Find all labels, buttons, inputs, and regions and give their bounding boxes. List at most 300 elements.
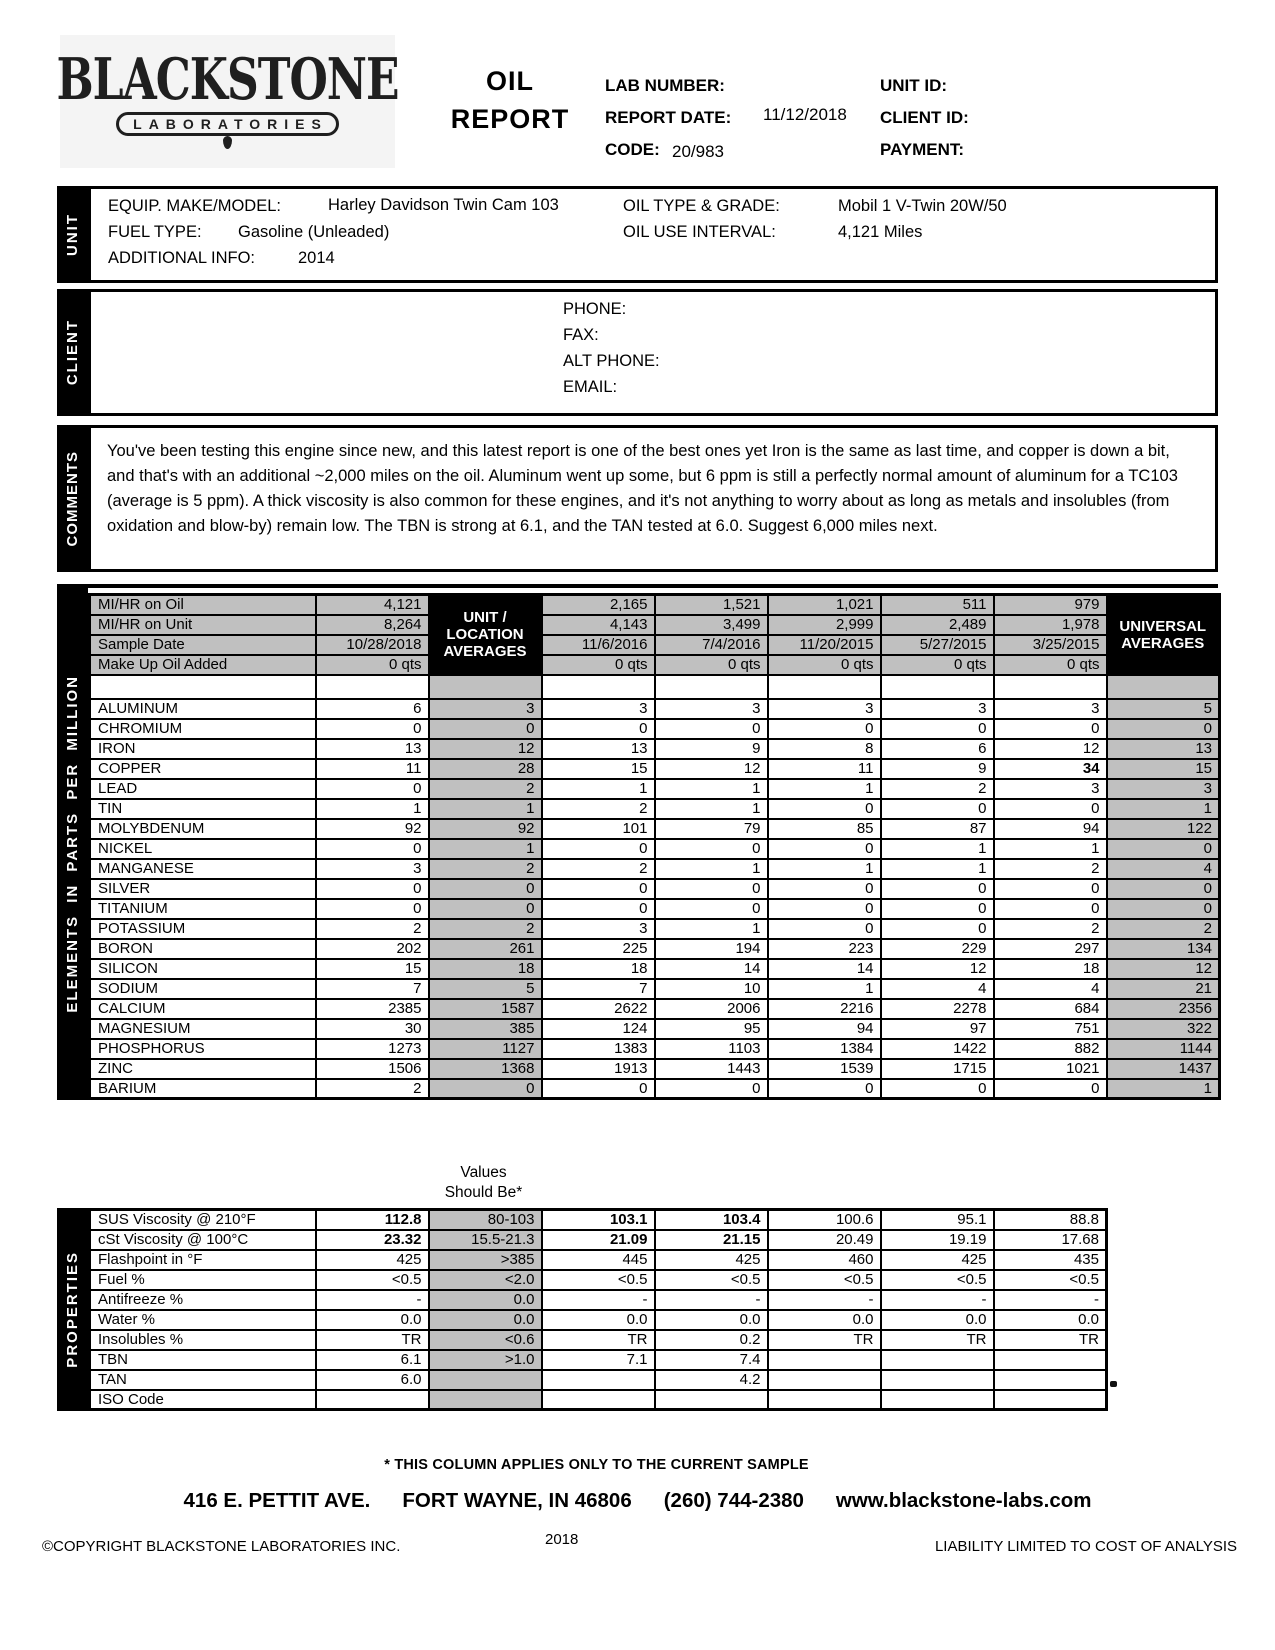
- current-sample-value: 0: [316, 779, 429, 799]
- history-value: TR: [881, 1330, 994, 1350]
- universal-average-value: 3: [1107, 779, 1220, 799]
- current-sample-cell: 0 qts: [316, 655, 429, 675]
- history-value: 9: [655, 739, 768, 759]
- history-value: 0: [994, 899, 1107, 919]
- element-row: [90, 1059, 1220, 1079]
- property-name: SUS Viscosity @ 210°F: [90, 1210, 316, 1230]
- property-name: TAN: [90, 1370, 316, 1390]
- current-sample-value: 2: [316, 919, 429, 939]
- history-value: <0.5: [768, 1270, 881, 1290]
- history-value: 11: [768, 759, 881, 779]
- history-value: [994, 1390, 1107, 1410]
- elements-header-row: [90, 615, 1220, 635]
- additional-info-label: ADDITIONAL INFO:: [108, 249, 255, 267]
- history-value: 7.4: [655, 1350, 768, 1370]
- property-row: [90, 1330, 1107, 1350]
- comments-section-box: [88, 425, 1218, 572]
- history-value: 0: [994, 719, 1107, 739]
- history-cell: 5/27/2015: [881, 635, 994, 655]
- history-value: 4: [994, 979, 1107, 999]
- blackstone-logo: [56, 35, 399, 168]
- current-sample-value: 30: [316, 1019, 429, 1039]
- history-value: 0: [994, 1079, 1107, 1099]
- header-row-label: MI/HR on Unit: [90, 615, 316, 635]
- history-value: 3: [994, 779, 1107, 799]
- equip-make-model-value: Harley Davidson Twin Cam 103: [328, 196, 559, 214]
- payment-label: PAYMENT:: [880, 140, 965, 159]
- unit-id-label: UNIT ID:: [880, 76, 948, 95]
- history-value: 95: [655, 1019, 768, 1039]
- universal-average-value: 13: [1107, 739, 1220, 759]
- history-cell: 0 qts: [881, 655, 994, 675]
- elements-header-row: [90, 635, 1220, 655]
- additional-info-value: 2014: [298, 249, 335, 267]
- history-value: 2278: [881, 999, 994, 1019]
- history-value: 2216: [768, 999, 881, 1019]
- values-should-be-value: <0.6: [429, 1330, 542, 1350]
- history-value: 1: [881, 839, 994, 859]
- history-value: 751: [994, 1019, 1107, 1039]
- unit-location-average-value: 0: [429, 1079, 542, 1099]
- unit-location-average-value: 18: [429, 959, 542, 979]
- history-value: 101: [542, 819, 655, 839]
- history-value: 15: [542, 759, 655, 779]
- history-value: 103.4: [655, 1210, 768, 1230]
- unit-location-average-value: 1: [429, 839, 542, 859]
- history-value: 1103: [655, 1039, 768, 1059]
- history-value: 0: [881, 1079, 994, 1099]
- history-value: 1: [655, 859, 768, 879]
- element-name: ZINC: [90, 1059, 316, 1079]
- history-value: 3: [542, 919, 655, 939]
- oil-type-grade-value: Mobil 1 V-Twin 20W/50: [838, 197, 1007, 215]
- lab-street: 416 E. PETTIT AVE.: [183, 1489, 371, 1512]
- logo-wordmark: BLACKSTONE: [56, 46, 399, 114]
- unit-location-average-value: 3: [429, 699, 542, 719]
- elements-header-row: [90, 655, 1220, 675]
- history-value: 0.0: [655, 1310, 768, 1330]
- element-name: PHOSPHORUS: [90, 1039, 316, 1059]
- current-sample-value: 2: [316, 1079, 429, 1099]
- history-cell: 0 qts: [994, 655, 1107, 675]
- history-cell: 1,521: [655, 595, 768, 615]
- history-value: 95.1: [881, 1210, 994, 1230]
- current-sample-value: 1506: [316, 1059, 429, 1079]
- history-value: 12: [881, 959, 994, 979]
- property-row: [90, 1270, 1107, 1290]
- universal-average-value: 134: [1107, 939, 1220, 959]
- universal-averages-header: UNIVERSAL AVERAGES: [1107, 595, 1220, 675]
- values-should-be-value: 0.0: [429, 1290, 542, 1310]
- history-value: [768, 1390, 881, 1410]
- history-value: 0: [655, 899, 768, 919]
- history-value: 0: [768, 1079, 881, 1099]
- history-value: [994, 1370, 1107, 1390]
- history-value: 0: [768, 879, 881, 899]
- history-value: 1021: [994, 1059, 1107, 1079]
- history-cell: 0 qts: [768, 655, 881, 675]
- element-name: TITANIUM: [90, 899, 316, 919]
- history-value: 1: [881, 859, 994, 879]
- history-cell: 11/6/2016: [542, 635, 655, 655]
- element-name: SODIUM: [90, 979, 316, 999]
- current-sample-value: 6.0: [316, 1370, 429, 1390]
- history-value: 7: [542, 979, 655, 999]
- property-name: Fuel %: [90, 1270, 316, 1290]
- current-sample-value: 13: [316, 739, 429, 759]
- history-value: 0: [994, 879, 1107, 899]
- element-row: [90, 719, 1220, 739]
- current-sample-value: 92: [316, 819, 429, 839]
- values-should-be-value: [429, 1370, 542, 1390]
- scan-artifact-dot: [1110, 1381, 1117, 1387]
- universal-average-value: 1144: [1107, 1039, 1220, 1059]
- history-value: 229: [881, 939, 994, 959]
- elements-section-bar: [57, 588, 88, 1100]
- history-value: -: [542, 1290, 655, 1310]
- unit-location-average-value: 0: [429, 899, 542, 919]
- fax-label: FAX:: [563, 326, 599, 344]
- client-section: [57, 289, 1218, 416]
- element-row: [90, 879, 1220, 899]
- unit-location-average-value: 1127: [429, 1039, 542, 1059]
- history-value: 0: [881, 899, 994, 919]
- history-value: 445: [542, 1250, 655, 1270]
- equip-make-model-label: EQUIP. MAKE/MODEL:: [108, 197, 281, 215]
- history-value: 0: [881, 799, 994, 819]
- report-date-value: 11/12/2018: [763, 105, 847, 124]
- history-value: 2: [542, 799, 655, 819]
- element-row: [90, 839, 1220, 859]
- property-row: [90, 1310, 1107, 1330]
- current-sample-value: 15: [316, 959, 429, 979]
- header-row-label: MI/HR on Oil: [90, 595, 316, 615]
- element-name: SILVER: [90, 879, 316, 899]
- current-sample-value: 1273: [316, 1039, 429, 1059]
- universal-average-value: 322: [1107, 1019, 1220, 1039]
- history-value: 0: [542, 899, 655, 919]
- values-should-be-value: [429, 1390, 542, 1410]
- history-value: [881, 1350, 994, 1370]
- fuel-type-value: Gasoline (Unleaded): [238, 223, 390, 241]
- copyright-text: ©COPYRIGHT BLACKSTONE LABORATORIES INC.: [42, 1538, 401, 1555]
- universal-average-value: 4: [1107, 859, 1220, 879]
- universal-average-value: 0: [1107, 879, 1220, 899]
- history-value: <0.5: [542, 1270, 655, 1290]
- unit-location-averages-header: UNIT / LOCATION AVERAGES: [429, 595, 542, 675]
- current-sample-cell: 4,121: [316, 595, 429, 615]
- property-row: [90, 1350, 1107, 1370]
- history-value: [994, 1350, 1107, 1370]
- unit-location-average-value: 1368: [429, 1059, 542, 1079]
- history-value: 1539: [768, 1059, 881, 1079]
- property-name: Flashpoint in °F: [90, 1250, 316, 1270]
- property-row: [90, 1370, 1107, 1390]
- universal-average-value: 12: [1107, 959, 1220, 979]
- element-row: [90, 959, 1220, 979]
- history-value: 684: [994, 999, 1107, 1019]
- unit-location-average-value: 0: [429, 719, 542, 739]
- current-sample-value: TR: [316, 1330, 429, 1350]
- history-value: <0.5: [881, 1270, 994, 1290]
- properties-table: [88, 1208, 1108, 1411]
- history-value: 2: [881, 779, 994, 799]
- history-value: 8: [768, 739, 881, 759]
- history-value: 1: [655, 919, 768, 939]
- client-id-label: CLIENT ID:: [880, 108, 969, 127]
- current-sample-value: 6: [316, 699, 429, 719]
- history-value: 18: [542, 959, 655, 979]
- universal-average-value: 21: [1107, 979, 1220, 999]
- current-sample-value: 0.0: [316, 1310, 429, 1330]
- history-value: 4: [881, 979, 994, 999]
- history-value: 1: [994, 839, 1107, 859]
- history-value: -: [994, 1290, 1107, 1310]
- comments-section-bar: [57, 425, 88, 572]
- element-name: MANGANESE: [90, 859, 316, 879]
- element-name: BARIUM: [90, 1079, 316, 1099]
- universal-average-value: 2356: [1107, 999, 1220, 1019]
- element-name: BORON: [90, 939, 316, 959]
- history-value: [542, 1370, 655, 1390]
- report-date-label: REPORT DATE:: [605, 108, 732, 127]
- current-sample-value: 425: [316, 1250, 429, 1270]
- properties-section-label: PROPERTIES: [64, 1251, 81, 1368]
- code-label: CODE:: [605, 140, 660, 159]
- phone-label: PHONE:: [563, 300, 627, 318]
- property-name: cSt Viscosity @ 100°C: [90, 1230, 316, 1250]
- unit-location-average-value: 2: [429, 919, 542, 939]
- history-value: 1443: [655, 1059, 768, 1079]
- current-sample-value: 0: [316, 879, 429, 899]
- unit-location-average-value: 2: [429, 779, 542, 799]
- history-value: 2: [994, 859, 1107, 879]
- history-value: -: [655, 1290, 768, 1310]
- element-row: [90, 819, 1220, 839]
- history-value: 425: [881, 1250, 994, 1270]
- current-sample-value: 6.1: [316, 1350, 429, 1370]
- element-row: [90, 779, 1220, 799]
- history-value: 19.19: [881, 1230, 994, 1250]
- universal-average-value: 0: [1107, 719, 1220, 739]
- lab-number-label: LAB NUMBER:: [605, 76, 725, 95]
- element-row: [90, 979, 1220, 999]
- history-cell: 4,143: [542, 615, 655, 635]
- email-label: EMAIL:: [563, 378, 618, 396]
- history-value: 435: [994, 1250, 1107, 1270]
- history-value: 3: [994, 699, 1107, 719]
- values-should-be-value: 15.5-21.3: [429, 1230, 542, 1250]
- element-name: MOLYBDENUM: [90, 819, 316, 839]
- history-value: 1383: [542, 1039, 655, 1059]
- history-value: 79: [655, 819, 768, 839]
- client-section-label: CLIENT: [64, 319, 81, 386]
- history-value: 14: [768, 959, 881, 979]
- unit-location-average-value: 12: [429, 739, 542, 759]
- liability-text: LIABILITY LIMITED TO COST OF ANALYSIS: [934, 1538, 1237, 1555]
- history-value: 94: [768, 1019, 881, 1039]
- current-sample-footnote: * THIS COLUMN APPLIES ONLY TO THE CURRENT SAMPLE: [384, 1457, 809, 1473]
- history-value: 0: [768, 899, 881, 919]
- unit-location-average-value: 5: [429, 979, 542, 999]
- values-should-be-note: Values Should Be*: [444, 1164, 523, 1201]
- lab-phone: (260) 744-2380: [663, 1489, 804, 1512]
- element-name: TIN: [90, 799, 316, 819]
- universal-average-value: 0: [1107, 839, 1220, 859]
- current-sample-value: -: [316, 1290, 429, 1310]
- history-value: 0: [542, 879, 655, 899]
- fuel-type-label: FUEL TYPE:: [108, 223, 202, 241]
- unit-location-average-value: 28: [429, 759, 542, 779]
- history-cell: 2,489: [881, 615, 994, 635]
- values-should-be-value: <2.0: [429, 1270, 542, 1290]
- property-row: [90, 1210, 1107, 1230]
- spacer-row: [90, 675, 1220, 699]
- history-value: 1384: [768, 1039, 881, 1059]
- history-value: 0.0: [994, 1310, 1107, 1330]
- history-value: 87: [881, 819, 994, 839]
- element-row: [90, 939, 1220, 959]
- current-sample-value: 0: [316, 899, 429, 919]
- current-sample-value: 0: [316, 719, 429, 739]
- universal-average-value: 1437: [1107, 1059, 1220, 1079]
- history-value: 0.2: [655, 1330, 768, 1350]
- elements-table: [88, 593, 1221, 1100]
- history-value: [542, 1390, 655, 1410]
- history-value: 1422: [881, 1039, 994, 1059]
- values-should-be-value: >385: [429, 1250, 542, 1270]
- history-value: 3: [542, 699, 655, 719]
- history-value: 1913: [542, 1059, 655, 1079]
- history-value: 1: [655, 779, 768, 799]
- history-value: 10: [655, 979, 768, 999]
- properties-section-bar: [57, 1208, 88, 1411]
- unit-section: [57, 186, 1218, 283]
- values-should-be-value: >1.0: [429, 1350, 542, 1370]
- property-row: [90, 1290, 1107, 1310]
- history-value: -: [881, 1290, 994, 1310]
- history-value: 0: [768, 919, 881, 939]
- element-name: IRON: [90, 739, 316, 759]
- property-row: [90, 1250, 1107, 1270]
- history-value: 0: [542, 719, 655, 739]
- history-value: 18: [994, 959, 1107, 979]
- history-value: 3: [768, 699, 881, 719]
- element-row: [90, 1019, 1220, 1039]
- element-row: [90, 999, 1220, 1019]
- oil-drop-icon: [223, 136, 232, 149]
- element-name: MAGNESIUM: [90, 1019, 316, 1039]
- copyright-year: 2018: [545, 1531, 579, 1548]
- current-sample-value: 3: [316, 859, 429, 879]
- current-sample-value: [316, 1390, 429, 1410]
- universal-average-value: 15: [1107, 759, 1220, 779]
- history-value: 3: [655, 699, 768, 719]
- page-title-line1: OIL: [486, 66, 534, 96]
- history-value: 13: [542, 739, 655, 759]
- properties-section: [57, 1208, 1218, 1411]
- element-name: LEAD: [90, 779, 316, 799]
- history-value: 1: [768, 779, 881, 799]
- current-sample-value: <0.5: [316, 1270, 429, 1290]
- history-value: 297: [994, 939, 1107, 959]
- unit-location-average-value: 1: [429, 799, 542, 819]
- property-name: Antifreeze %: [90, 1290, 316, 1310]
- history-value: 34: [994, 759, 1107, 779]
- history-value: 12: [655, 759, 768, 779]
- history-value: TR: [994, 1330, 1107, 1350]
- history-value: 0: [542, 1079, 655, 1099]
- history-value: <0.5: [655, 1270, 768, 1290]
- history-cell: 2,999: [768, 615, 881, 635]
- history-value: TR: [542, 1330, 655, 1350]
- header-row-label: Sample Date: [90, 635, 316, 655]
- page-title-line2: REPORT: [450, 104, 570, 134]
- current-sample-value: 7: [316, 979, 429, 999]
- history-value: 0: [994, 799, 1107, 819]
- element-row: [90, 1079, 1220, 1099]
- history-value: [881, 1370, 994, 1390]
- history-value: 0: [881, 919, 994, 939]
- oil-type-grade-label: OIL TYPE & GRADE:: [623, 197, 780, 215]
- header-row-label: Make Up Oil Added: [90, 655, 316, 675]
- history-value: TR: [768, 1330, 881, 1350]
- history-value: 3: [881, 699, 994, 719]
- elements-section: [57, 584, 1218, 1100]
- history-value: 0: [655, 1079, 768, 1099]
- element-row: [90, 699, 1220, 719]
- lab-address-line: [57, 1489, 1218, 1513]
- current-sample-value: 11: [316, 759, 429, 779]
- history-value: 0: [768, 719, 881, 739]
- history-value: 2: [542, 859, 655, 879]
- history-cell: 7/4/2016: [655, 635, 768, 655]
- history-value: 6: [881, 739, 994, 759]
- history-value: 425: [655, 1250, 768, 1270]
- history-value: <0.5: [994, 1270, 1107, 1290]
- unit-location-average-value: 261: [429, 939, 542, 959]
- history-value: [768, 1350, 881, 1370]
- client-section-bar: [57, 289, 88, 416]
- property-name: Insolubles %: [90, 1330, 316, 1350]
- history-value: 1: [655, 799, 768, 819]
- values-should-be-value: 0.0: [429, 1310, 542, 1330]
- oil-use-interval-label: OIL USE INTERVAL:: [623, 223, 776, 241]
- property-row: [90, 1230, 1107, 1250]
- property-name: Water %: [90, 1310, 316, 1330]
- history-value: 9: [881, 759, 994, 779]
- history-value: 2622: [542, 999, 655, 1019]
- element-row: [90, 739, 1220, 759]
- lab-city: FORT WAYNE, IN 46806: [402, 1489, 632, 1512]
- universal-average-value: 0: [1107, 899, 1220, 919]
- element-name: ALUMINUM: [90, 699, 316, 719]
- history-value: 0: [655, 879, 768, 899]
- history-cell: 1,021: [768, 595, 881, 615]
- history-value: 0.0: [542, 1310, 655, 1330]
- history-value: 21.09: [542, 1230, 655, 1250]
- element-row: [90, 899, 1220, 919]
- current-sample-value: 112.8: [316, 1210, 429, 1230]
- history-value: 17.68: [994, 1230, 1107, 1250]
- code-value: 20/983: [672, 142, 724, 161]
- universal-average-value: 1: [1107, 1079, 1220, 1099]
- current-sample-cell: 10/28/2018: [316, 635, 429, 655]
- history-value: 1: [768, 979, 881, 999]
- element-name: COPPER: [90, 759, 316, 779]
- history-value: 21.15: [655, 1230, 768, 1250]
- unit-location-average-value: 385: [429, 1019, 542, 1039]
